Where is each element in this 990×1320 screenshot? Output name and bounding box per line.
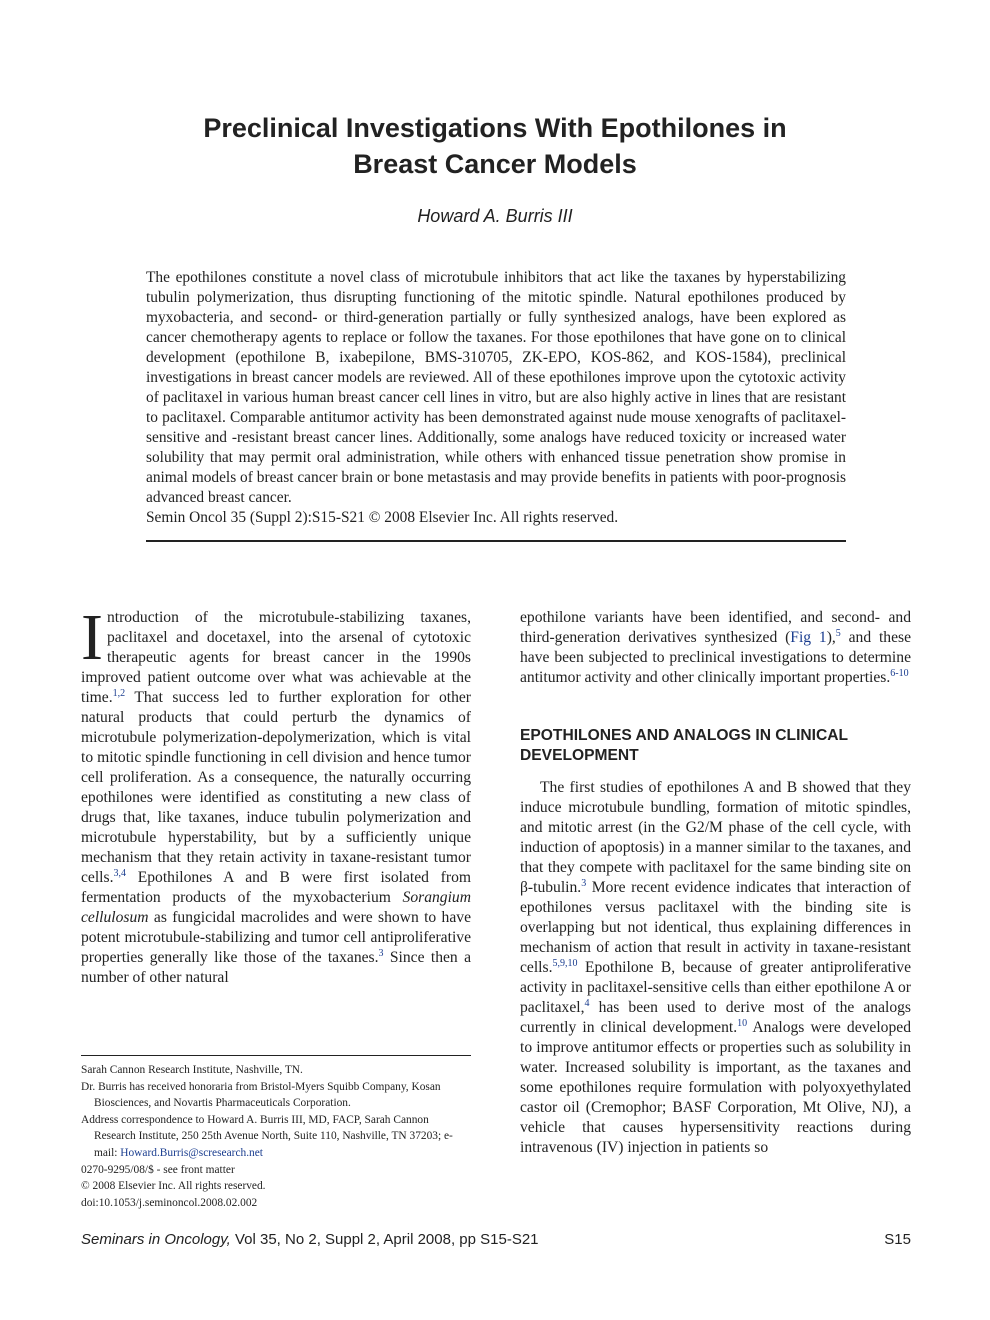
abstract-citation: Semin Oncol 35 (Suppl 2):S15-S21 © 2008 Elsevier Inc. All rights reserved. <box>146 509 619 526</box>
citation-ref[interactable]: 1,2 <box>112 688 126 699</box>
citation-ref[interactable]: 3 <box>378 948 384 959</box>
section-text-c: Epothilone B, because of greater antiproliferative activity in paclitaxel-sensitive cells than either epothilone A or paclitaxel, <box>520 959 911 1016</box>
issn-note: 0270-9295/08/$ - see front matter <box>81 1163 235 1176</box>
footnotes <box>81 1055 471 1211</box>
continued-paragraph <box>520 608 911 688</box>
abstract <box>146 268 846 542</box>
correspondence-note <box>81 1112 471 1162</box>
drop-cap: I <box>81 601 103 674</box>
abstract-text: The epothilones constitute a novel class of microtubule inhibitors that act like the taxanes by hyperstabilizing tubulin polymerization, thus disrupting functioning of the mitotic spindle. Natural epothilones produced by myxobacteria, and second- or third-generation partially or fully synthesized analogs, have been explored as cancer chemotherapy agents to replace or follow the taxanes. For those epothilones that have gone on to clinical development (epothilone B, ixabepilone, BMS-310705, ZK-EPO, KOS-862, and KOS-1584), preclinical investigations in breast cancer models are reviewed. All of these epothilones improve upon the cytotoxic activity of paclitaxel in various human breast cancer cell lines in vitro, but are also highly active in lines that are resistant to paclitaxel. Comparable antitumor activity has been demonstrated against nude mouse xenografts of paclitaxel-sensitive and -resistant breast cancer lines. Additionally, some analogs have reduced toxicity or increased water solubility that may permit oral administration, while others with enhanced tissue penetration show promise in animal models of breast cancer brain or bone metastasis and may provide benefits in patients with poor-prognosis advanced breast cancer. <box>146 269 846 506</box>
intro-text-e: Since then a number of other natural <box>81 949 471 986</box>
title-line-2: Breast Cancer Models <box>353 149 637 179</box>
continued-text-b: ), <box>826 629 836 646</box>
journal-details: Vol 35, No 2, Suppl 2, April 2008, pp S15-S21 <box>230 1231 539 1248</box>
email-link[interactable]: Howard.Burris@scresearch.net <box>120 1146 263 1159</box>
section-text-e: Analogs were developed to improve antitumor effects or properties such as solubility in water. Increased solubility is important, as the taxanes and some epothilones require formulation with polyoxyethylated castor oil (Cremophor; BASF Corporation, Mt Olive, NJ), a vehicle that causes hypersensitivity reactions during intravenous (IV) injection in patients so <box>520 1019 911 1156</box>
title-line-1: Preclinical Investigations With Epothilones in <box>203 113 787 143</box>
correspondence-text: Address correspondence to Howard A. Burris III, MD, FACP, Sarah Cannon Research Institute, 250 25th Avenue North, Suite 110, Nashville, TN 37203; e-mail: <box>81 1113 453 1159</box>
continued-text-a: epothilone variants have been identified, and second- and third-generation derivatives synthesized ( <box>520 609 911 646</box>
journal-citation <box>81 1231 539 1248</box>
article-title <box>100 110 890 182</box>
affiliation-note: Sarah Cannon Research Institute, Nashville, TN. <box>81 1064 303 1076</box>
citation-ref[interactable]: 6-10 <box>890 668 909 679</box>
species-name: Sorangium cellulosum <box>81 889 471 926</box>
intro-text-a: ntroduction of the microtubule-stabilizing taxanes, paclitaxel and docetaxel, into the arsenal of cytotoxic therapeutic agents for breast cancer in the 1990s improved patient outcome over what was achievable at the time. <box>81 609 471 706</box>
citation-ref[interactable]: 10 <box>737 1018 748 1029</box>
doi-note: doi:10.1053/j.seminoncol.2008.02.002 <box>81 1196 258 1209</box>
intro-text-d: as fungicidal macrolides and were shown to have potent microtubule-stabilizing and tumor cell antiproliferative properties generally like those of the taxanes. <box>81 909 471 966</box>
intro-paragraph <box>81 601 471 988</box>
section-text-b: More recent evidence indicates that interaction of epothilones versus paclitaxel with the binding site is overlapping but not identical, thus explaining differences in mechanism of action that result in activity in taxane-resistant cells. <box>520 879 911 976</box>
left-column <box>81 601 471 988</box>
right-column <box>520 608 911 1158</box>
citation-ref[interactable]: 3 <box>581 878 587 889</box>
section-paragraph <box>520 778 911 1158</box>
section-text-d: has been used to derive most of the analogs currently in clinical development. <box>520 999 911 1036</box>
continued-text-c: and these have been subjected to preclinical investigations to determine antitumor activity and other clinically important properties. <box>520 629 911 686</box>
citation-ref[interactable]: 3,4 <box>113 868 126 879</box>
page-number: S15 <box>884 1231 911 1248</box>
copyright-note: © 2008 Elsevier Inc. All rights reserved. <box>81 1180 266 1193</box>
citation-ref[interactable]: 5 <box>835 628 841 639</box>
section-heading: EPOTHILONES AND ANALOGS IN CLINICAL DEVELOPMENT <box>520 727 848 764</box>
intro-text-b: That success led to further exploration for other natural products that could perturb the dynamics of microtubule polymerization-depolymerization, which is vital to mitotic spindle functioning in cell division and hence tumor cell proliferation. As a consequence, the naturally occurring epothilones were identified as constituting a new class of drugs that, like taxanes, induce tubulin polymerization and microtubule hyperstability, but by a sufficiently unique mechanism that they retain activity in taxane-resistant tumor cells. <box>81 689 471 886</box>
section-text-a: The first studies of epothilones A and B showed that they induce microtubule bundling, formation of mitotic spindles, and mitotic arrest (in the G2/M phase of the cell cycle, with induction of apoptosis) in a manner similar to the taxanes, and that they compete with paclitaxel for the same binding site on β-tubulin. <box>520 779 911 896</box>
disclosure-note: Dr. Burris has received honoraria from Bristol-Myers Squibb Company, Kosan Biosciences, and Novartis Pharmaceuticals Corporation. <box>81 1080 441 1110</box>
journal-name: Seminars in Oncology, <box>81 1231 231 1248</box>
intro-text-c: Epothilones A and B were first isolated from fermentation products of the myxobacterium <box>81 869 471 906</box>
citation-ref[interactable]: 4 <box>584 998 590 1009</box>
figure-ref-link[interactable]: Fig 1 <box>790 629 827 646</box>
author-name: Howard A. Burris III <box>417 206 573 226</box>
citation-ref[interactable]: 5,9,10 <box>552 958 578 969</box>
